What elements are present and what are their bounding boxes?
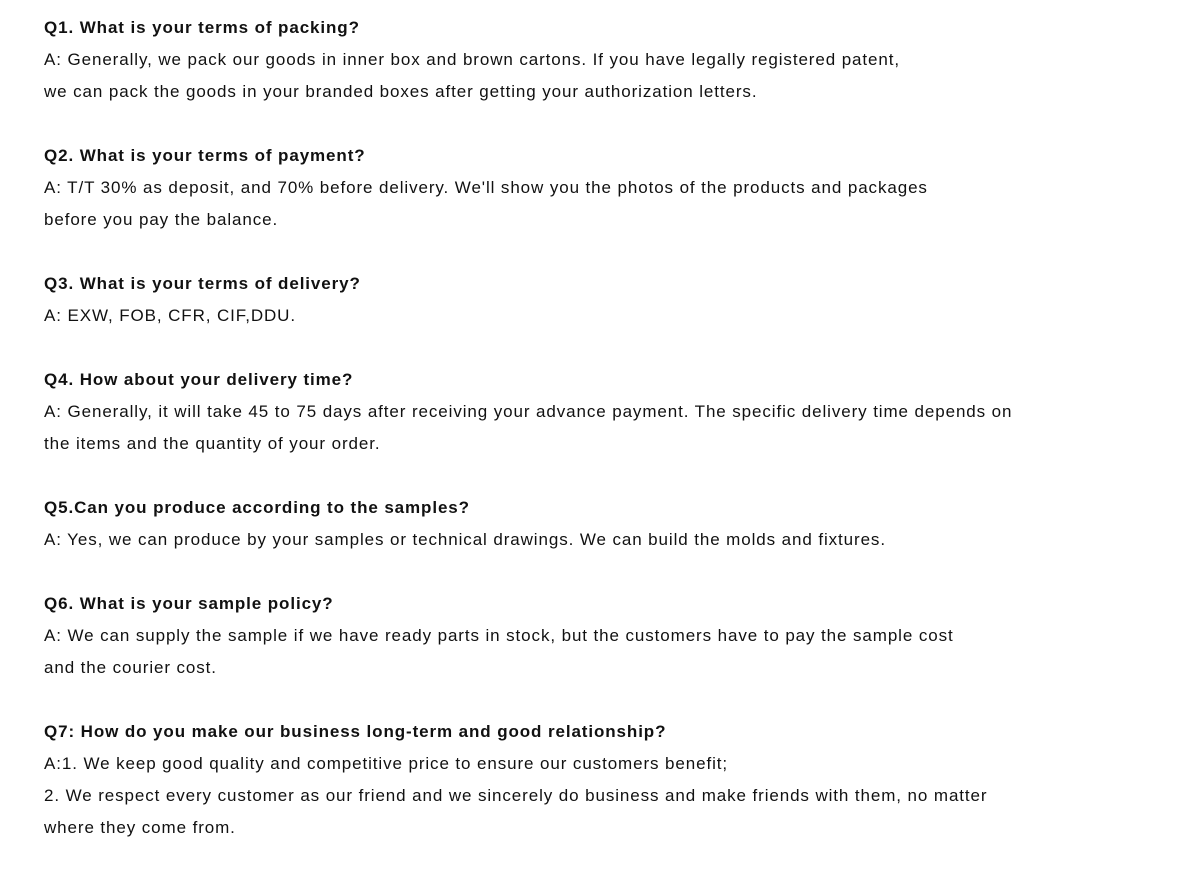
- faq-question: Q5.Can you produce according to the samples?: [44, 498, 470, 517]
- faq-question: Q4. How about your delivery time?: [44, 370, 354, 389]
- faq-item-q7: [44, 716, 1184, 844]
- faq-answer-line: A: Generally, it will take 45 to 75 days after receiving your advance payment. The specific delivery time depends on: [44, 402, 1013, 421]
- faq-item-q4: [44, 364, 1184, 460]
- faq-answer-line: 2. We respect every customer as our friend and we sincerely do business and make friends with them, no matter: [44, 786, 988, 805]
- faq-answer-line: A: We can supply the sample if we have ready parts in stock, but the customers have to pay the sample cost: [44, 626, 954, 645]
- faq-answer-line: A: Generally, we pack our goods in inner box and brown cartons. If you have legally registered patent,: [44, 50, 900, 69]
- faq-item-q2: [44, 140, 1184, 236]
- faq-answer-line: before you pay the balance.: [44, 210, 279, 229]
- faq-item-q5: [44, 492, 1184, 556]
- faq-answer-line: we can pack the goods in your branded boxes after getting your authorization letters.: [44, 82, 758, 101]
- faq-answer-line: and the courier cost.: [44, 658, 217, 677]
- faq-item-q6: [44, 588, 1184, 684]
- faq-answer-line: where they come from.: [44, 818, 236, 837]
- faq-answer-line: the items and the quantity of your order.: [44, 434, 381, 453]
- faq-answer-line: A: T/T 30% as deposit, and 70% before delivery. We'll show you the photos of the products and packages: [44, 178, 928, 197]
- faq-answer-line: A: Yes, we can produce by your samples or technical drawings. We can build the molds and fixtures.: [44, 530, 886, 549]
- faq-question: Q6. What is your sample policy?: [44, 594, 334, 613]
- faq-item-q1: [44, 12, 1184, 108]
- faq-item-q3: [44, 268, 1184, 332]
- faq-answer-line: A: EXW, FOB, CFR, CIF,DDU.: [44, 306, 296, 325]
- faq-answer-line: A:1. We keep good quality and competitive price to ensure our customers benefit;: [44, 754, 729, 773]
- faq-question: Q7: How do you make our business long-term and good relationship?: [44, 722, 667, 741]
- faq-question: Q3. What is your terms of delivery?: [44, 274, 361, 293]
- faq-question: Q1. What is your terms of packing?: [44, 18, 360, 37]
- faq-document: [44, 12, 1184, 876]
- faq-question: Q2. What is your terms of payment?: [44, 146, 366, 165]
